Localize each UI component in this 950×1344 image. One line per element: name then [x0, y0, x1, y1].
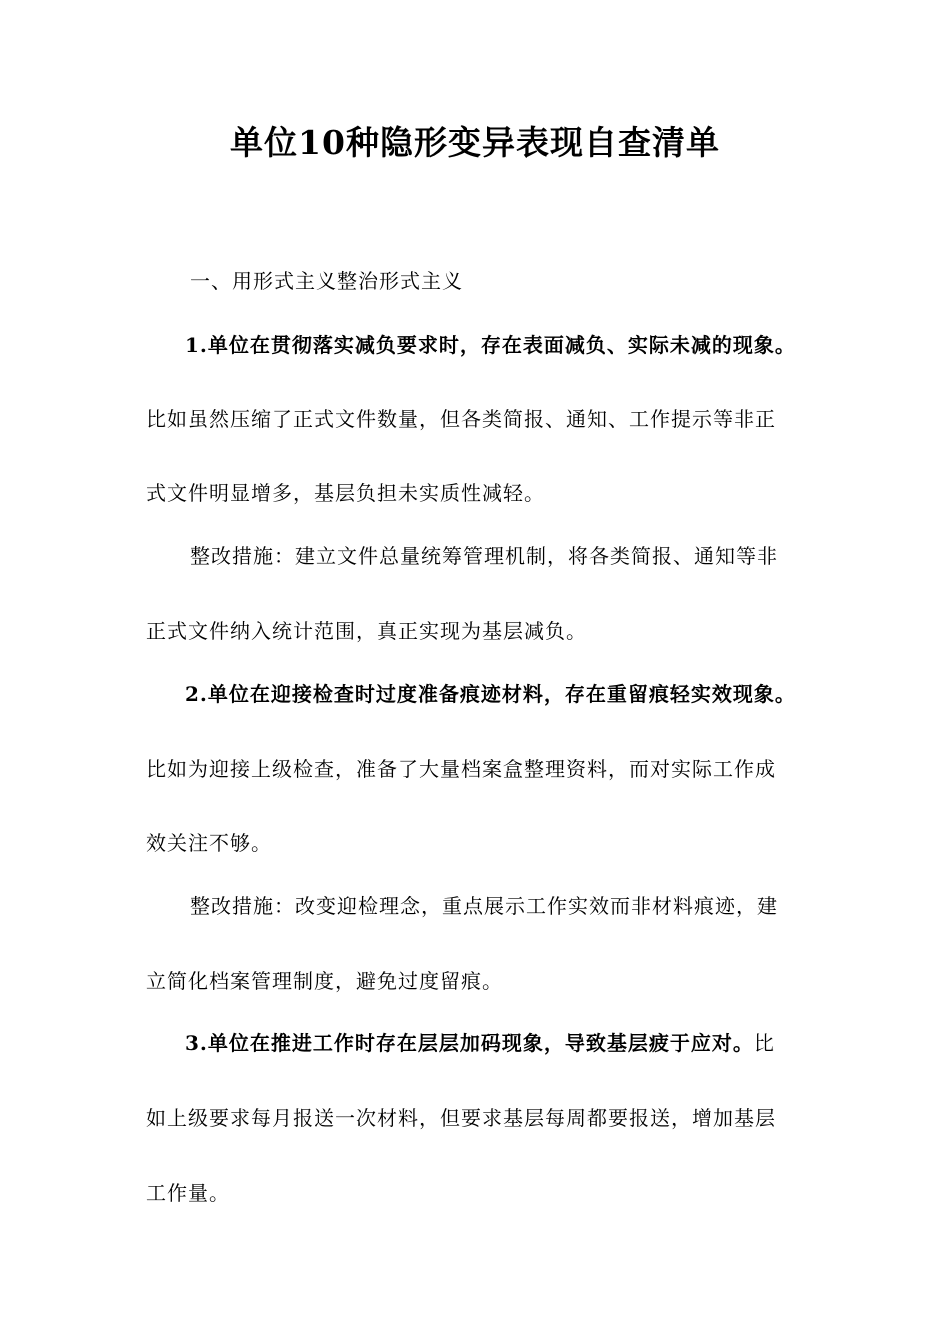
section-heading: 一、用形式主义整治形式主义: [190, 269, 463, 293]
item-1-text-line-2: 式文件明显增多，基层负担未实质性减轻。: [146, 481, 545, 505]
document-title: 单位10种隐形变异表现自查清单: [230, 123, 720, 162]
item-3-text-line-1: 如上级要求每月报送一次材料，但要求基层每周都要报送，增加基层: [146, 1106, 776, 1130]
item-3-heading-line: [185, 1028, 865, 1058]
item-2-heading: 2.单位在迎接检查时过度准备痕迹材料，存在重留痕轻实效现象。: [185, 682, 796, 706]
item-1-text-line-1: 比如虽然压缩了正式文件数量，但各类简报、通知、工作提示等非正: [146, 407, 776, 431]
item-2-measure-line-1: 整改措施：改变迎检理念，重点展示工作实效而非材料痕迹，建: [190, 894, 778, 918]
item-3-heading: 3.单位在推进工作时存在层层加码现象，导致基层疲于应对。: [185, 1031, 754, 1055]
item-1-measure-line-1: 整改措施：建立文件总量统筹管理机制，将各类简报、通知等非: [190, 544, 778, 568]
item-1-measure-line-2: 正式文件纳入统计范围，真正实现为基层减负。: [146, 619, 587, 643]
item-2-text-line-1: 比如为迎接上级检查，准备了大量档案盒整理资料，而对实际工作成: [146, 757, 776, 781]
item-2-text-line-2: 效关注不够。: [146, 831, 272, 855]
item-3-text-line-2: 工作量。: [146, 1181, 230, 1205]
item-3-heading-tail: 比: [753, 1031, 775, 1055]
item-1-heading: 1.单位在贯彻落实减负要求时，存在表面减负、实际未减的现象。: [185, 333, 796, 357]
item-2-measure-line-2: 立简化档案管理制度，避免过度留痕。: [146, 969, 503, 993]
